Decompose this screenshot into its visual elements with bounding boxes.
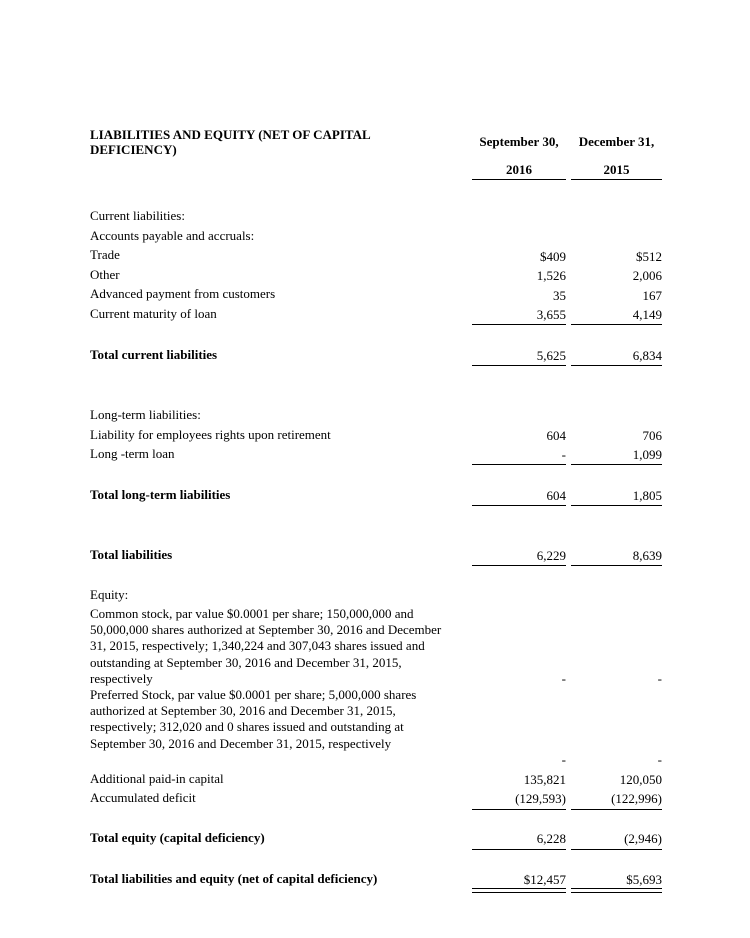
accounts-payable-heading: Accounts payable and accruals: xyxy=(90,228,255,243)
total-line-2016 xyxy=(472,505,566,506)
current-liabilities-heading: Current liabilities: xyxy=(90,208,185,223)
value-long-term-loan-2015: 1,099 xyxy=(632,447,662,462)
total-line-2016 xyxy=(472,365,566,366)
value-long-term-loan-2016: - xyxy=(561,447,566,462)
grand-total-double-line-2015 xyxy=(571,888,662,893)
subtotal-line-2015 xyxy=(571,324,662,325)
total-long-term-liabilities-label: Total long-term liabilities xyxy=(90,487,231,502)
column-header-2016-year: 2016 xyxy=(506,162,532,177)
section-title: LIABILITIES AND EQUITY (NET OF CAPITAL DEFICIENCY) xyxy=(90,127,370,157)
row-label-preferred-stock: Preferred Stock, par value $0.0001 per share; 5,000,000 shares authorized at September 30, 2016 and December 31, 2015, respectively; 312,020 and 0 shares issued and outstanding at September 30, 2016 and December 31, 2015, respectively xyxy=(90,687,417,751)
total-liabilities-label: Total liabilities xyxy=(90,547,173,562)
column-header-2015-year: 2015 xyxy=(603,162,630,177)
row-label-advanced-payment: Advanced payment from customers xyxy=(90,286,276,301)
value-accumulated-deficit-2016: (129,593) xyxy=(515,791,566,806)
equity-heading: Equity: xyxy=(90,587,129,602)
total-line-2016 xyxy=(472,565,566,566)
grand-total-2015: $5,693 xyxy=(626,872,662,887)
total-line-2015 xyxy=(571,849,662,850)
value-other-2016: 1,526 xyxy=(536,268,566,283)
value-employee-rights-2016: 604 xyxy=(546,428,566,443)
row-label-other: Other xyxy=(90,267,120,282)
total-line-2015 xyxy=(571,365,662,366)
total-current-liabilities-2016: 5,625 xyxy=(536,348,566,363)
value-common-stock-2016: - xyxy=(561,671,566,686)
total-current-liabilities-label: Total current liabilities xyxy=(90,347,218,362)
total-equity-2016: 6,228 xyxy=(536,831,566,846)
total-equity-label: Total equity (capital deficiency) xyxy=(90,830,265,845)
total-line-2015 xyxy=(571,565,662,566)
long-term-liabilities-heading: Long-term liabilities: xyxy=(90,407,201,422)
total-equity-2015: (2,946) xyxy=(624,831,662,846)
total-long-term-liabilities-2016: 604 xyxy=(546,488,566,503)
subtotal-line-2016 xyxy=(472,464,566,465)
row-label-long-term-loan: Long -term loan xyxy=(90,446,175,461)
subtotal-line-2015 xyxy=(571,809,662,810)
value-current-maturity-2016: 3,655 xyxy=(536,307,566,322)
row-label-trade: Trade xyxy=(90,247,120,262)
value-trade-2016: $409 xyxy=(540,249,566,264)
row-label-common-stock: Common stock, par value $0.0001 per share; 150,000,000 and 50,000,000 shares authorized at September 30, 2016 and December 31, 2015, respectively; 1,340,224 and 307,043 shares issued and outstanding at September 30, 2016 and December 31, 2015, respectively xyxy=(90,606,442,686)
column-header-2015-date: December 31, xyxy=(578,134,655,149)
value-preferred-stock-2015: - xyxy=(657,752,662,767)
row-label-apic: Additional paid-in capital xyxy=(90,771,224,786)
grand-total-label: Total liabilities and equity (net of capital deficiency) xyxy=(90,871,378,886)
value-advanced-payment-2016: 35 xyxy=(553,288,566,303)
header-underline-2015 xyxy=(571,179,662,180)
value-current-maturity-2015: 4,149 xyxy=(632,307,662,322)
grand-total-2016: $12,457 xyxy=(523,872,566,887)
value-other-2015: 2,006 xyxy=(632,268,662,283)
value-preferred-stock-2016: - xyxy=(561,752,566,767)
total-liabilities-2016: 6,229 xyxy=(536,548,566,563)
total-line-2016 xyxy=(472,849,566,850)
value-advanced-payment-2015: 167 xyxy=(642,288,662,303)
subtotal-line-2016 xyxy=(472,324,566,325)
total-long-term-liabilities-2015: 1,805 xyxy=(632,488,662,503)
subtotal-line-2015 xyxy=(571,464,662,465)
row-label-accumulated-deficit: Accumulated deficit xyxy=(90,790,196,805)
value-apic-2015: 120,050 xyxy=(619,772,662,787)
column-header-2016-date: September 30, xyxy=(479,134,559,149)
total-liabilities-2015: 8,639 xyxy=(632,548,662,563)
row-label-current-maturity: Current maturity of loan xyxy=(90,306,217,321)
value-common-stock-2015: - xyxy=(657,671,662,686)
header-underline-2016 xyxy=(472,179,566,180)
value-employee-rights-2015: 706 xyxy=(642,428,662,443)
total-current-liabilities-2015: 6,834 xyxy=(632,348,662,363)
value-trade-2015: $512 xyxy=(636,249,662,264)
total-line-2015 xyxy=(571,505,662,506)
value-apic-2016: 135,821 xyxy=(523,772,566,787)
subtotal-line-2016 xyxy=(472,809,566,810)
value-accumulated-deficit-2015: (122,996) xyxy=(611,791,662,806)
grand-total-double-line-2016 xyxy=(472,888,566,893)
row-label-employee-rights: Liability for employees rights upon retirement xyxy=(90,427,331,442)
